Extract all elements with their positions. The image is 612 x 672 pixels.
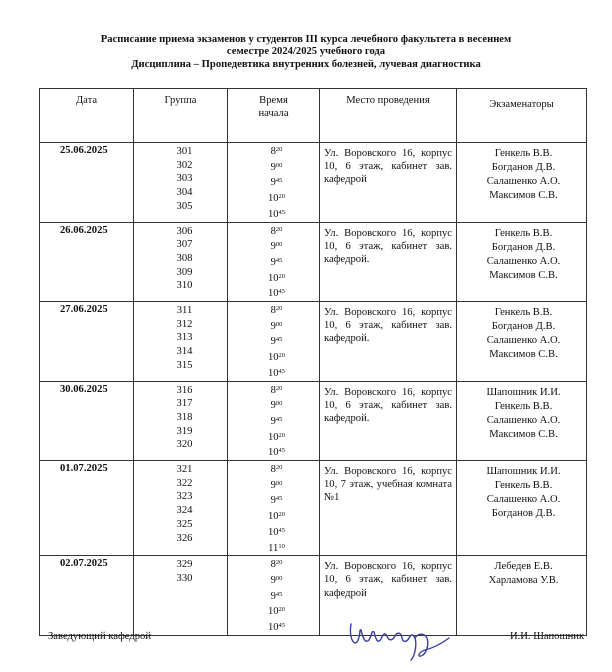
exam-location: Ул. Воровского 16, корпус 10, 6 этаж, кабинет зав. кафедрой: [320, 143, 457, 223]
start-time: [228, 285, 319, 301]
group-number: 322: [176, 477, 193, 489]
table-row: [40, 381, 587, 461]
group-number: 325: [176, 518, 193, 530]
document-title: [0, 34, 612, 71]
header-place: Место проведения: [320, 89, 457, 143]
start-time-minutes: 45: [278, 367, 286, 375]
group-number: 313: [176, 332, 193, 344]
start-time-minutes: 45: [278, 622, 286, 630]
group-number: 305: [176, 200, 193, 212]
header-time: [228, 89, 320, 143]
start-time: [228, 190, 319, 206]
start-time-minutes: 45: [278, 447, 286, 455]
start-time-list: [228, 222, 320, 302]
table-header-row: [40, 89, 587, 143]
start-time: [228, 159, 319, 175]
examiner-name: Богданов Д.В.: [491, 162, 556, 173]
start-time-hour: 9: [270, 320, 276, 332]
examiner-name: Шапошник И.И.: [486, 386, 561, 398]
table-row: [40, 143, 587, 223]
start-time: [228, 524, 319, 540]
examiner-name: Максимов С.В.: [489, 349, 558, 361]
header-date: Дата: [40, 89, 134, 143]
exam-date: 25.06.2025: [40, 143, 134, 223]
group-number: 307: [176, 239, 193, 251]
examiner-list: [457, 222, 587, 302]
start-time-minutes: 00: [275, 574, 283, 582]
group-number: 301: [176, 146, 193, 157]
table-row: [40, 461, 587, 556]
examiner-name: Генкель В.В.: [494, 148, 553, 159]
start-time: [228, 223, 319, 239]
start-time-hour: 10: [267, 622, 279, 634]
group-number: 321: [176, 464, 193, 476]
start-time: [228, 540, 319, 556]
group-number: 309: [176, 266, 193, 278]
head-of-department-label: Заведующий кафедрой: [48, 631, 152, 642]
start-time-hour: 11: [268, 542, 279, 554]
start-time-list: [228, 556, 320, 636]
start-time-minutes: 10: [278, 542, 285, 550]
start-time-hour: 10: [267, 272, 279, 284]
start-time-minutes: 20: [275, 464, 283, 472]
start-time: [228, 556, 319, 572]
start-time-hour: 8: [270, 225, 276, 237]
start-time: [228, 508, 319, 524]
start-time: [228, 302, 319, 318]
start-time-minutes: 00: [275, 161, 283, 169]
table-body: [40, 143, 587, 636]
start-time-minutes: 45: [275, 256, 283, 264]
start-time-hour: 10: [267, 193, 279, 205]
exam-location: Ул. Воровского 16, корпус 10, 6 этаж, кабинет зав. кафедрой.: [320, 222, 457, 302]
start-time: [228, 143, 319, 159]
start-time: [228, 413, 319, 429]
start-time-hour: 10: [267, 352, 279, 364]
group-number: 326: [176, 532, 193, 544]
start-time-hour: 8: [270, 464, 276, 476]
group-number: 308: [176, 252, 193, 264]
group-list: [134, 556, 228, 636]
start-time: [228, 349, 319, 365]
exam-date: 27.06.2025: [40, 302, 134, 382]
start-time: [228, 318, 319, 334]
start-time-hour: 9: [270, 495, 276, 507]
start-time-minutes: 45: [278, 526, 286, 534]
start-time: [228, 174, 319, 190]
examiner-name: Лебедев Е.В.: [494, 561, 553, 573]
exam-location: Ул. Воровского 16, корпус 10, 6 этаж, кабинет зав. кафедрой: [320, 556, 457, 636]
start-time-hour: 8: [270, 146, 276, 157]
start-time-minutes: 20: [278, 431, 286, 439]
start-time-minutes: 20: [275, 225, 283, 233]
start-time-hour: 9: [270, 336, 276, 348]
examiner-name: Салашенко А.О.: [486, 494, 561, 506]
start-time-minutes: 45: [275, 336, 283, 344]
header-examiners: [457, 89, 587, 143]
group-number: 311: [176, 305, 193, 317]
examiner-name: Богданов Д.В.: [491, 508, 556, 520]
start-time-hour: 9: [270, 574, 276, 586]
start-time-list: [228, 302, 320, 382]
exam-date: 01.07.2025: [40, 461, 134, 556]
start-time-list: [228, 143, 320, 223]
group-number: 310: [176, 280, 193, 292]
start-time-hour: 10: [267, 526, 279, 538]
examiner-name: Максимов С.В.: [489, 269, 558, 281]
examiner-name: Генкель В.В.: [494, 400, 553, 412]
examiner-list: [457, 556, 587, 636]
examiner-name: Салашенко А.О.: [486, 335, 561, 347]
start-time: [228, 254, 319, 270]
title-line-3: Дисциплина – Пропедевтика внутренних болезней, лучевая диагностика: [131, 58, 481, 70]
start-time: [228, 270, 319, 286]
examiner-list: [457, 461, 587, 556]
start-time-minutes: 20: [275, 146, 283, 153]
group-number: 329: [176, 559, 193, 571]
start-time-list: [228, 381, 320, 461]
start-time: [228, 382, 319, 398]
examiner-name: Салашенко А.О.: [486, 255, 561, 267]
signature-image: [345, 616, 455, 662]
group-number: 323: [176, 491, 193, 503]
start-time-minutes: 00: [275, 320, 283, 328]
examiner-list: [457, 302, 587, 382]
start-time: [228, 429, 319, 445]
start-time: [228, 588, 319, 604]
group-number: 303: [176, 173, 193, 185]
start-time: [228, 492, 319, 508]
exam-schedule-table: [39, 88, 587, 636]
group-number: 302: [176, 159, 193, 171]
group-number: 318: [176, 411, 193, 423]
start-time: [228, 572, 319, 588]
header-group: Группа: [134, 89, 228, 143]
examiner-name: Генкель В.В.: [494, 307, 553, 319]
group-number: 317: [176, 398, 193, 410]
examiner-name: Генкель В.В.: [494, 227, 553, 239]
start-time-hour: 9: [270, 256, 276, 268]
start-time-minutes: 45: [275, 495, 283, 503]
table-row: [40, 302, 587, 382]
examiner-name: Генкель В.В.: [494, 480, 553, 492]
title-line-2: семестре 2024/2025 учебного года: [226, 46, 386, 58]
start-time: [228, 238, 319, 254]
start-time-hour: 9: [270, 241, 276, 253]
examiner-name: Шапошник И.И.: [486, 466, 561, 478]
start-time-hour: 10: [267, 511, 279, 523]
start-time: [228, 365, 319, 381]
start-time-hour: 9: [270, 161, 276, 173]
start-time-hour: 10: [267, 431, 279, 443]
start-time-hour: 10: [267, 367, 279, 379]
start-time-hour: 9: [270, 177, 276, 189]
start-time-hour: 8: [270, 305, 276, 317]
table-row: [40, 556, 587, 636]
examiner-name: Харламова У.В.: [488, 575, 559, 587]
examiner-list: [457, 381, 587, 461]
group-number: 316: [176, 384, 193, 396]
group-list: [134, 381, 228, 461]
start-time-hour: 9: [270, 400, 276, 412]
exam-location: Ул. Воровского 16, корпус 10, 7 этаж, учебная комната №1: [320, 461, 457, 556]
exam-date: 26.06.2025: [40, 222, 134, 302]
start-time-minutes: 20: [275, 305, 283, 313]
start-time-minutes: 45: [278, 208, 286, 216]
group-number: 314: [176, 346, 193, 358]
start-time: [228, 397, 319, 413]
start-time-hour: 10: [267, 288, 279, 300]
start-time-minutes: 20: [278, 272, 286, 280]
group-number: 330: [176, 572, 193, 584]
head-of-department-name: И.И. Шапошник: [510, 631, 585, 642]
start-time-hour: 8: [270, 384, 276, 396]
start-time-minutes: 00: [275, 400, 283, 408]
start-time: [228, 333, 319, 349]
group-number: 319: [176, 425, 193, 437]
examiner-name: Богданов Д.В.: [491, 321, 556, 333]
start-time: [228, 619, 319, 635]
group-number: 320: [176, 439, 193, 451]
start-time-minutes: 20: [278, 606, 286, 614]
start-time: [228, 603, 319, 619]
exam-location: Ул. Воровского 16, корпус 10, 6 этаж, кабинет зав. кафедрой.: [320, 381, 457, 461]
start-time-minutes: 20: [275, 384, 283, 392]
start-time-minutes: 45: [278, 288, 286, 296]
examiner-list: [457, 143, 587, 223]
start-time-minutes: 45: [275, 590, 283, 598]
group-number: 306: [176, 225, 193, 237]
start-time-minutes: 45: [275, 177, 283, 185]
group-number: 304: [176, 187, 193, 199]
start-time-minutes: 00: [275, 241, 283, 249]
start-time-hour: 9: [270, 590, 276, 602]
group-number: 315: [176, 359, 193, 371]
start-time-minutes: 20: [278, 193, 286, 201]
start-time: [228, 477, 319, 493]
examiner-name: Максимов С.В.: [489, 190, 558, 201]
start-time-hour: 9: [270, 415, 276, 427]
start-time-hour: 10: [267, 208, 279, 220]
examiner-name: Богданов Д.В.: [491, 241, 556, 253]
start-time-minutes: 20: [278, 352, 286, 360]
header-examiners-label: Экзаменаторы: [489, 99, 554, 110]
examiner-name: Салашенко А.О.: [486, 414, 561, 426]
start-time-minutes: 20: [278, 511, 286, 519]
start-time-minutes: 45: [275, 415, 283, 423]
examiner-name: Максимов С.В.: [489, 428, 558, 440]
header-time-label: Время начала: [258, 95, 289, 119]
group-list: [134, 302, 228, 382]
start-time-hour: 10: [267, 447, 279, 459]
exam-date: 30.06.2025: [40, 381, 134, 461]
table-row: [40, 222, 587, 302]
start-time-hour: 8: [270, 559, 276, 571]
exam-location: Ул. Воровского 16, корпус 10, 6 этаж, кабинет зав. кафедрой.: [320, 302, 457, 382]
start-time-list: [228, 461, 320, 556]
group-list: [134, 222, 228, 302]
exam-date: 02.07.2025: [40, 556, 134, 636]
examiner-name: Салашенко А.О.: [486, 176, 561, 187]
start-time-minutes: 20: [275, 559, 283, 567]
start-time-minutes: 00: [275, 479, 283, 487]
start-time: [228, 206, 319, 222]
group-list: [134, 143, 228, 223]
group-list: [134, 461, 228, 556]
group-number: 324: [176, 505, 193, 517]
group-number: 312: [176, 318, 193, 330]
title-line-1: Расписание приема экзаменов у студентов III курса лечебного факультета в весеннем: [100, 34, 512, 45]
start-time: [228, 444, 319, 460]
start-time: [228, 461, 319, 477]
start-time-hour: 9: [270, 479, 276, 491]
start-time-hour: 10: [267, 606, 279, 618]
